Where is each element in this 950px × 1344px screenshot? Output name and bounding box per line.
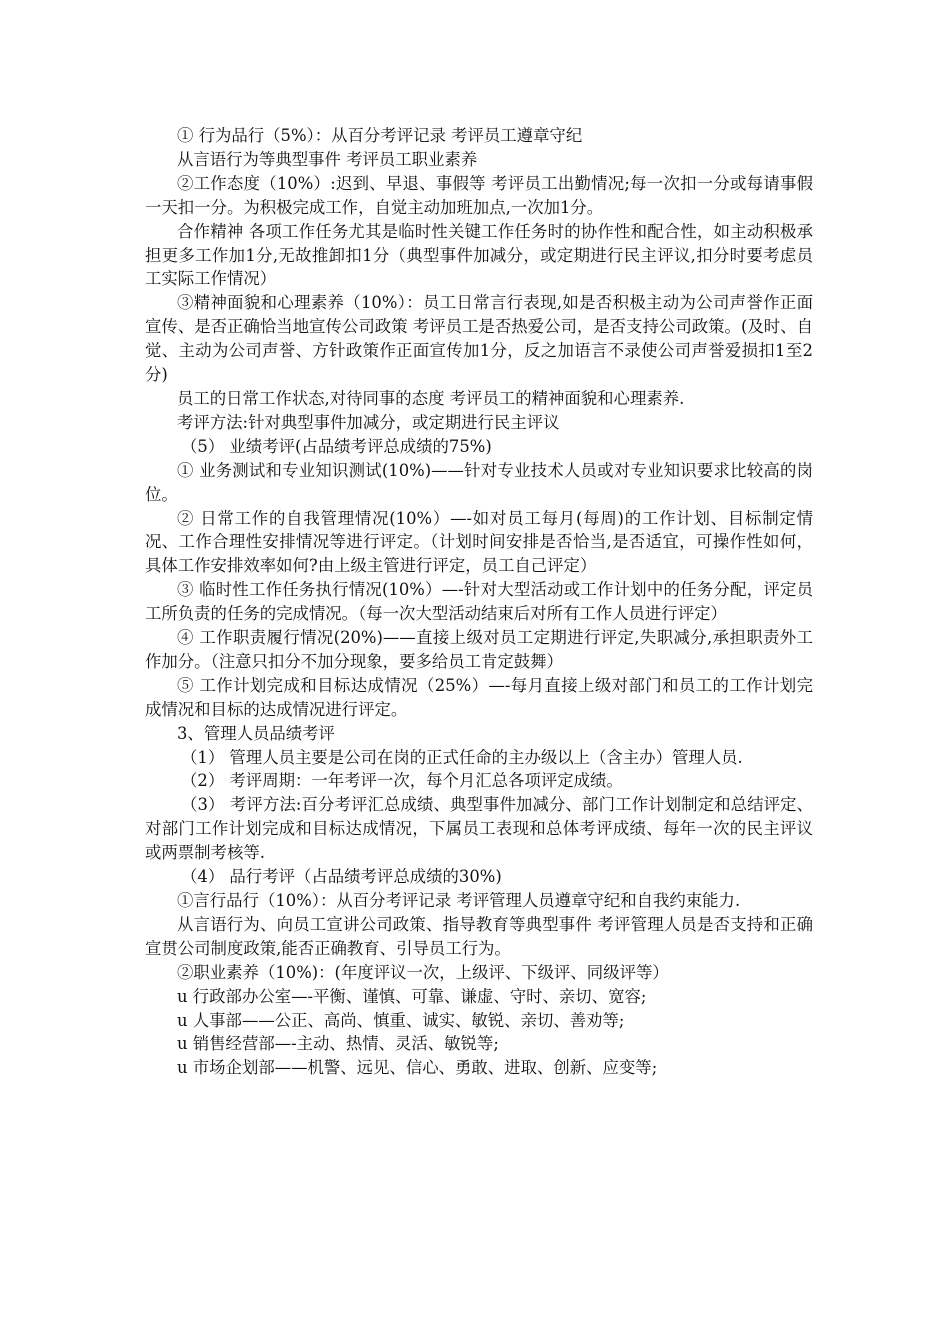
paragraph-conduct: ① 行为品行（5%）：从百分考评记录 考评员工遵章守纪 <box>177 126 583 145</box>
paragraph-professional-quality: 从言语行为等典型事件 考评员工职业素养 <box>177 149 478 169</box>
paragraph-work-attitude: ②工作态度（10%）:迟到、早退、事假等 考评员工出勤情况;每一次扣一分或每请事假一天扣一分。为积极完成工作，自觉主动加班加点,一次加1分。 <box>145 173 813 217</box>
document-body <box>145 124 813 1080</box>
paragraph-self-management: ② 日常工作的自我管理情况(10%）—-如对员工每月(每周)的工作计划、目标制定情况、工作合理性安排情况等进行评定。（计划时间安排是否恰当,是否适宜，可操作性如何，具体工作安排效率如何?由上级主管进行评定，员工自己评定） <box>145 508 813 576</box>
list-item-sales: u 销售经营部—-主动、热情、灵活、敏锐等; <box>177 1034 499 1054</box>
paragraph-duties: ④ 工作职责履行情况(20%)——直接上级对员工定期进行评定,失职减分,承担职责外工作加分。（注意只扣分不加分现象，要多给员工肯定鼓舞） <box>145 628 813 671</box>
paragraph-method: 考评方法:针对典型事件加减分，或定期进行民主评议 <box>177 412 560 432</box>
list-item-hr: u 人事部——公正、高尚、慎重、诚实、敏锐、亲切、善劝等; <box>177 1010 625 1030</box>
section-heading-management: 3、管理人员品绩考评 <box>177 723 335 743</box>
list-item-admin-office: u 行政部办公室—-平衡、谨慎、可靠、谦虚、守时、亲切、宽容; <box>177 986 647 1006</box>
paragraph-management-scope: （1） 管理人员主要是公司在岗的正式任命的主办级以上（含主办）管理人员. <box>181 747 743 767</box>
paragraph-spirit: ③精神面貌和心理素养（10%）：员工日常言行表现,如是否积极主动为公司声誉作正面宣传、是否正确恰当地宣传公司政策 考评员工是否热爱公司，是否支持公司政策。(及时、自觉、主动为公司声誉、方针政策作正面宣传加1分，反之加语言不录使公司声誉爱损扣1至2分) <box>145 293 813 385</box>
paragraph-business-test: ① 业务测试和专业知识测试(10%)——针对专业技术人员或对专业知识要求比较高的岗位。 <box>145 460 813 504</box>
paragraph-speech-conduct: ①言行品行（10%）：从百分考评记录 考评管理人员遵章守纪和自我约束能力. <box>177 891 741 910</box>
paragraph-review-cycle: （2） 考评周期：一年考评一次，每个月汇总各项评定成绩。 <box>181 771 623 791</box>
paragraph-performance-heading: （5） 业绩考评(占品绩考评总成绩的75%) <box>181 436 492 456</box>
list-item-marketing: u 市场企划部——机警、远见、信心、勇敢、进取、创新、应变等; <box>177 1058 658 1078</box>
paragraph-teamwork: 合作精神 各项工作任务尤其是临时性关键工作任务时的协作性和配合性，如主动积极承担更多工作加1分,无故推卸扣1分（典型事件加减分，或定期进行民主评议,扣分时要考虑员工实际工作情况） <box>145 221 813 289</box>
paragraph-professional-literacy: ②职业素养（10%)：(年度评议一次，上级评、下级评、同级评等） <box>177 962 669 982</box>
paragraph-plan-completion: ⑤ 工作计划完成和目标达成情况（25%）—-每月直接上级对部门和员工的工作计划完成情况和目标的达成情况进行评定。 <box>145 675 813 719</box>
paragraph-temporary-tasks: ③ 临时性工作任务执行情况(10%）—-针对大型活动或工作计划中的任务分配，评定员工所负责的任务的完成情况。（每一次大型活动结束后对所有工作人员进行评定） <box>145 580 813 624</box>
paragraph-review-method: （3） 考评方法:百分考评汇总成绩、典型事件加减分、部门工作计划制定和总结评定、对部门工作计划完成和目标达成情况，下属员工表现和总体考评成绩、每年一次的民主评议或两票制考核等. <box>145 795 813 863</box>
paragraph-policy-promotion: 从言语行为、向员工宣讲公司政策、指导教育等典型事件 考评管理人员是否支持和正确宣贯公司制度政策,能否正确教育、引导员工行为。 <box>145 914 813 958</box>
paragraph-daily-state: 员工的日常工作状态,对待同事的态度 考评员工的精神面貌和心理素养. <box>177 388 685 408</box>
paragraph-conduct-review: （4） 品行考评（占品绩考评总成绩的30%) <box>181 867 502 887</box>
